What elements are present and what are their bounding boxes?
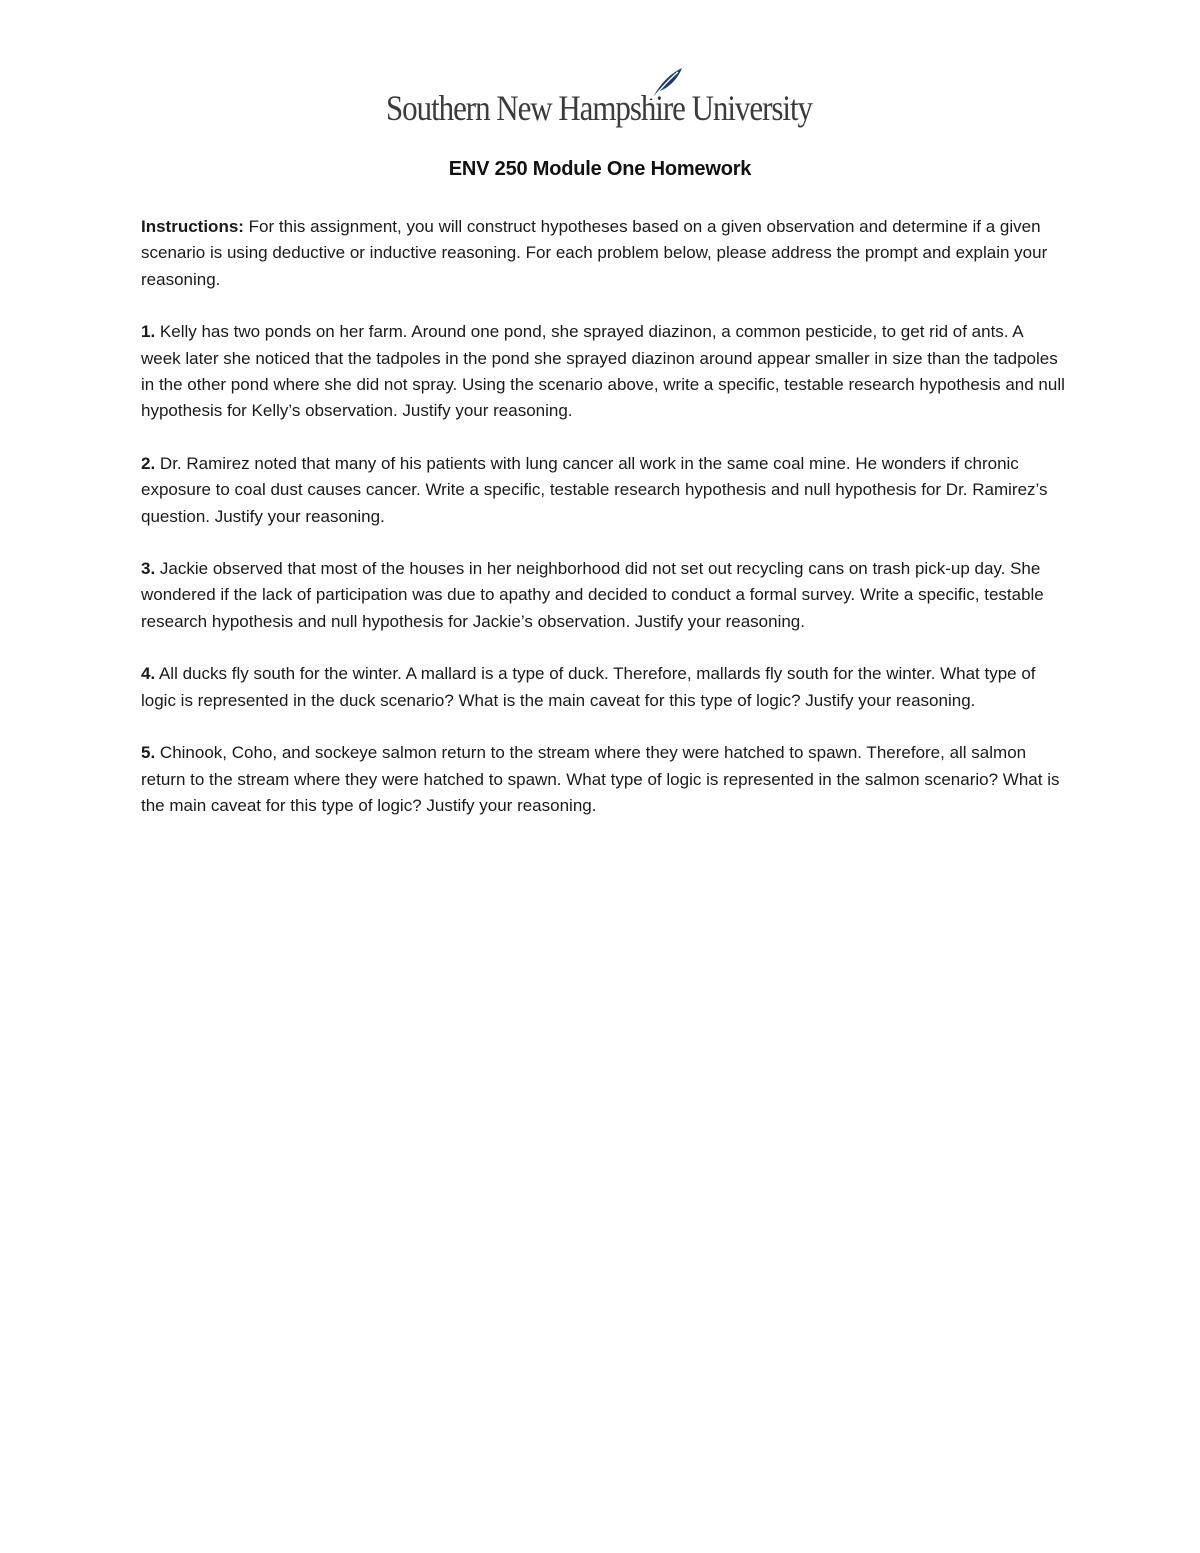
question-text: Chinook, Coho, and sockeye salmon return to the stream where they were hatched to spawn. Therefore, all salmon return to the stream where they were hatched to spawn. What type of logic is represented in the salmon scenario? What is the main caveat for this type of logic? Justify your reasoning. xyxy=(141,743,1060,815)
question-number: 3. xyxy=(141,559,156,579)
document-body xyxy=(141,214,1066,845)
question-1 xyxy=(141,319,1066,425)
university-logo xyxy=(386,66,816,138)
question-number: 1. xyxy=(141,322,156,342)
question-text: Jackie observed that most of the houses in her neighborhood did not set out recycling cans on trash pick-up day. She wondered if the lack of participation was due to apathy and decided to conduct a formal survey. Write a specific, testable research hypothesis and null hypothesis for Jackie’s observation. Justify your reasoning. xyxy=(141,559,1044,631)
instructions-label: Instructions: xyxy=(141,217,244,236)
question-text: Kelly has two ponds on her farm. Around one pond, she sprayed diazinon, a common pesticide, to get rid of ants. A week later she noticed that the tadpoles in the pond she sprayed diazinon around appear smaller in size than the tadpoles in the other pond where she did not spray. Using the scenario above, write a specific, testable research hypothesis and null hypothesis for Kelly’s observation. Justify your reasoning. xyxy=(141,322,1065,421)
instructions-text: For this assignment, you will construct hypotheses based on a given observation and determine if a given scenario is using deductive or inductive reasoning. For each problem below, please address the prompt and explain your reasoning. xyxy=(141,217,1048,289)
question-text: All ducks fly south for the winter. A mallard is a type of duck. Therefore, mallards fly south for the winter. What type of logic is represented in the duck scenario? What is the main caveat for this type of logic? Justify your reasoning. xyxy=(141,664,1036,710)
question-text: Dr. Ramirez noted that many of his patients with lung cancer all work in the same coal mine. He wonders if chronic exposure to coal dust causes cancer. Write a specific, testable research hypothesis and null hypothesis for Dr. Ramirez’s question. Justify your reasoning. xyxy=(141,453,1048,526)
logo-wordmark: Southern New Hampshire University xyxy=(386,88,812,128)
document-title: ENV 250 Module One Homework xyxy=(448,158,752,180)
question-2 xyxy=(141,451,1066,530)
question-number: 4. xyxy=(141,664,156,684)
question-number: 5. xyxy=(141,743,156,763)
question-number: 2. xyxy=(141,453,156,473)
question-3 xyxy=(141,556,1066,635)
instructions-paragraph xyxy=(141,214,1066,293)
question-4 xyxy=(141,661,1066,714)
question-5 xyxy=(141,740,1066,819)
